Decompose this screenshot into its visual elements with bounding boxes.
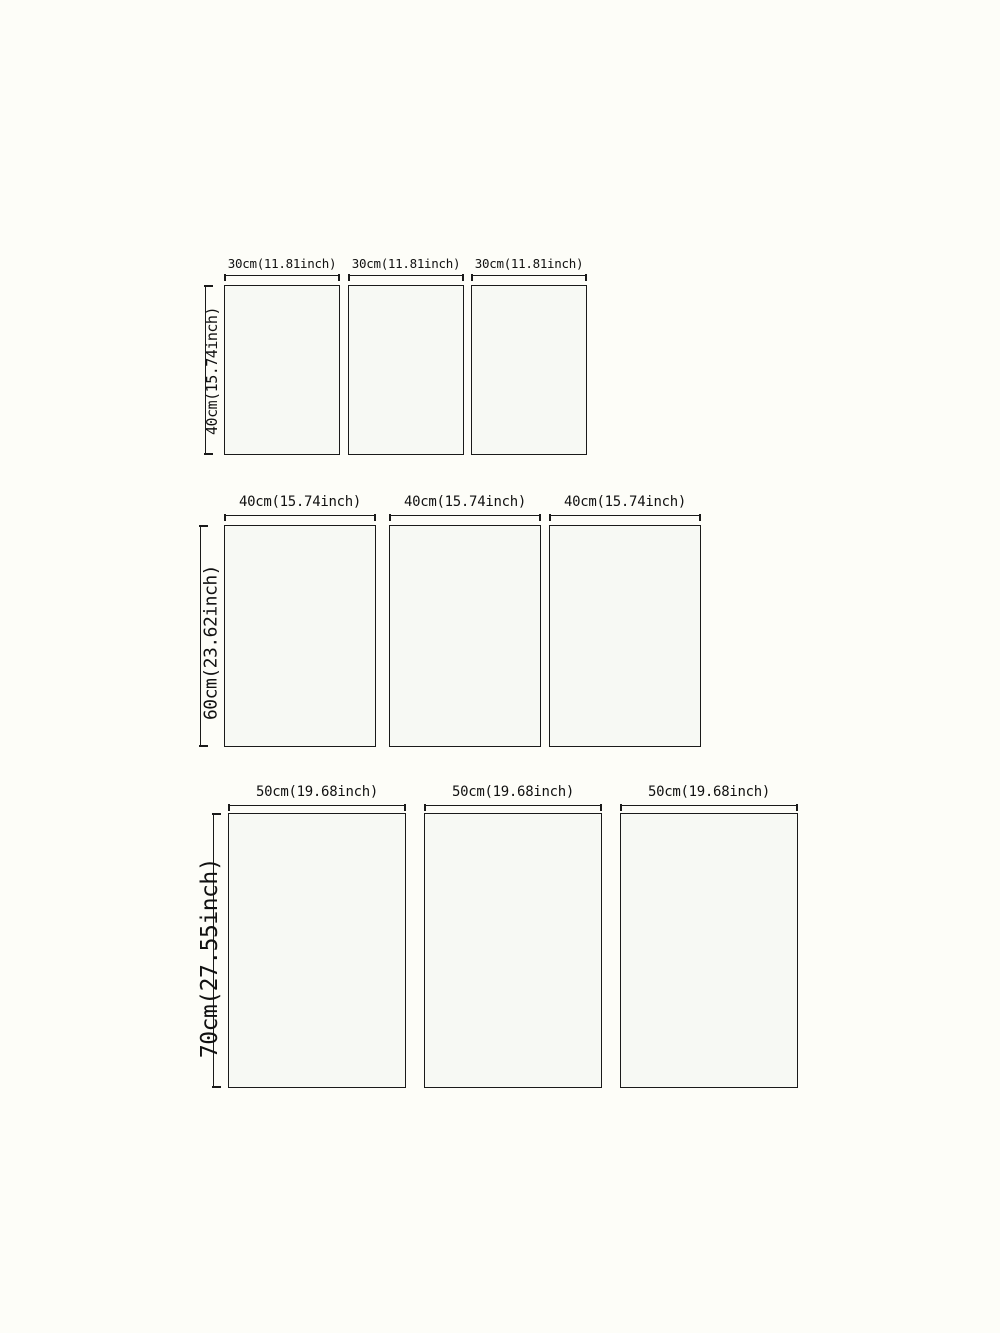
row-2-panel-3 bbox=[549, 525, 701, 747]
row-2-panel-2 bbox=[389, 525, 541, 747]
row-1-panel-1-width-rule bbox=[224, 275, 340, 276]
row-3-panel-1-width-label: 50cm(19.68inch) bbox=[256, 784, 378, 800]
row-2-panel-1 bbox=[224, 525, 376, 747]
row-3-panel-3-width-label: 50cm(19.68inch) bbox=[648, 784, 770, 800]
row-2-panel-2-width-label: 40cm(15.74inch) bbox=[404, 494, 526, 510]
row-1-panel-3 bbox=[471, 285, 587, 455]
row-2-panel-3-width-rule bbox=[549, 515, 701, 516]
row-2-panel-1-width-label: 40cm(15.74inch) bbox=[239, 494, 361, 510]
row-1-height-label: 40cm(15.74inch) bbox=[203, 307, 221, 435]
row-3-panel-3-width-rule bbox=[620, 805, 798, 806]
row-1-panel-3-width-label: 30cm(11.81inch) bbox=[474, 256, 584, 271]
row-3-panel-1 bbox=[228, 813, 406, 1088]
row-1-panel-1-width-label: 30cm(11.81inch) bbox=[227, 256, 337, 271]
row-3-panel-2-width-rule bbox=[424, 805, 602, 806]
row-3-height-label: 70cm(27.55inch) bbox=[197, 857, 223, 1059]
row-1-panel-1 bbox=[224, 285, 340, 455]
row-2-panel-1-width-rule bbox=[224, 515, 376, 516]
row-1-panel-2 bbox=[348, 285, 464, 455]
row-3-panel-1-width-rule bbox=[228, 805, 406, 806]
row-1-panel-2-width-label: 30cm(11.81inch) bbox=[351, 256, 461, 271]
row-2-panel-3-width-label: 40cm(15.74inch) bbox=[564, 494, 686, 510]
row-2-panel-2-width-rule bbox=[389, 515, 541, 516]
row-3-panel-3 bbox=[620, 813, 798, 1088]
row-3-panel-2-width-label: 50cm(19.68inch) bbox=[452, 784, 574, 800]
row-1-panel-3-width-rule bbox=[471, 275, 587, 276]
row-2-height-label: 60cm(23.62inch) bbox=[200, 564, 222, 721]
row-1-panel-2-width-rule bbox=[348, 275, 464, 276]
row-3-panel-2 bbox=[424, 813, 602, 1088]
